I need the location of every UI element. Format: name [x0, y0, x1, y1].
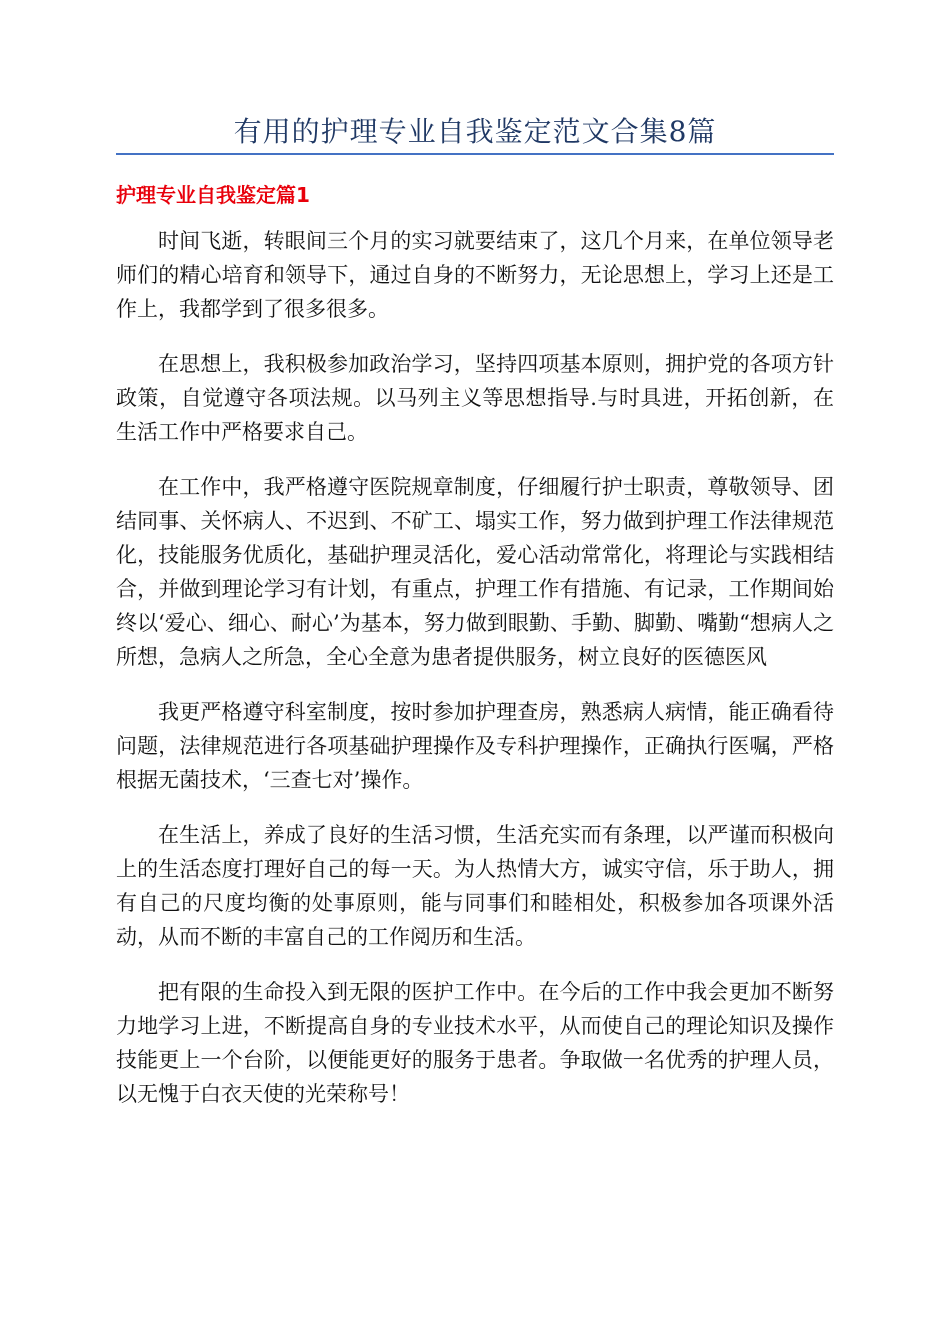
document-body — [116, 224, 834, 1132]
document-title: 有用的护理专业自我鉴定范文合集8篇 — [233, 115, 717, 148]
paragraph-4: 我更严格遵守科室制度，按时参加护理查房，熟悉病人病情，能正确看待问题，法律规范进行各项基础护理操作及专科护理操作，正确执行医嘱，严格根据无菌技术，‘三查七对’操作。 — [116, 700, 834, 792]
paragraph-2: 在思想上，我积极参加政治学习，坚持四项基本原则，拥护党的各项方针政策，自觉遵守各项法规。以马列主义等思想指导.与时具进，开拓创新，在生活工作中严格要求自己。 — [116, 352, 834, 444]
section-heading: 护理专业自我鉴定篇1 — [116, 183, 310, 207]
title-underline — [116, 153, 834, 155]
paragraph-3: 在工作中，我严格遵守医院规章制度，仔细履行护士职责，尊敬领导、团结同事、关怀病人、不迟到、不矿工、塌实工作，努力做到护理工作法律规范化，技能服务优质化，基础护理灵活化，爱心活动常常化，将理论与实践相结合，并做到理论学习有计划，有重点，护理工作有措施、有记录，工作期间始终以‘爱心、细心、耐心’为基本，努力做到眼勤、手勤、脚勤、嘴勤“想病人之所想，急病人之所急，全心全意为患者提供服务，树立良好的医德医风 — [116, 475, 834, 669]
paragraph-1: 时间飞逝，转眼间三个月的实习就要结束了，这几个月来，在单位领导老师们的精心培育和领导下，通过自身的不断努力，无论思想上，学习上还是工作上，我都学到了很多很多。 — [116, 229, 834, 321]
paragraph-5: 在生活上，养成了良好的生活习惯，生活充实而有条理，以严谨而积极向上的生活态度打理好自己的每一天。为人热情大方，诚实守信，乐于助人，拥有自己的尺度均衡的处事原则，能与同事们和睦相处，积极参加各项课外活动，从而不断的丰富自己的工作阅历和生活。 — [116, 823, 834, 949]
paragraph-6: 把有限的生命投入到无限的医护工作中。在今后的工作中我会更加不断努力地学习上进，不断提高自身的专业技术水平，从而使自己的理论知识及操作技能更上一个台阶，以便能更好的服务于患者。争取做一名优秀的护理人员，以无愧于白衣天使的光荣称号！ — [116, 980, 834, 1106]
